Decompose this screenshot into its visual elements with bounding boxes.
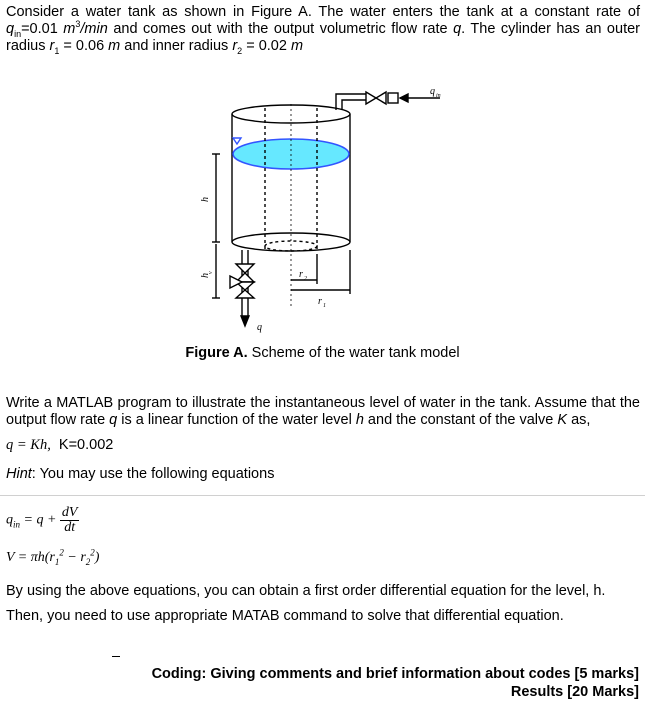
intro-text-4: and inner radius [120,38,233,54]
r2-symbol: r [232,38,238,54]
eq2-lhs: q [6,512,13,528]
label-r2: r [299,269,303,280]
eq-k-value: K=0.002 [58,437,114,453]
task-text: Write a MATLAB program to illustrate the instantaneous level of water in the tank. Assume that the output flow rate [6,395,640,428]
r2-subscript: 2 [237,45,243,56]
unit-m: m [63,21,76,37]
r1-symbol: r [49,38,55,54]
coding-marks: Coding: Giving comments and brief information about codes [5 marks] [151,666,639,682]
unit-exponent: 3 [75,19,81,30]
task-text-2: is a linear function of the water level [117,412,356,428]
r2-unit: m [290,38,304,54]
stray-dash [112,656,120,657]
eq2-mid: = q + [20,512,60,528]
eq3-sup1: 2 [59,547,64,558]
q-symbol: q [453,21,462,37]
closing-line-1: By using the above equations, you can obtain a first order differential equation for the level, h. [6,583,606,599]
inlet-fitting [388,93,398,103]
water-tank-figure [190,84,460,340]
r1-unit: m [108,38,121,54]
equation-flow [6,437,113,454]
eq-flow-lhs: q = Kh, [6,437,51,453]
hint-label: Hint [6,466,32,482]
eq3-text: V = πh(r [6,550,55,565]
eq2-numerator: dV [61,505,78,520]
qin-value: =0.01 [21,21,64,37]
inlet-valve [366,92,386,104]
label-h: h [200,197,211,202]
eq2-lhs-sub: in [13,519,21,530]
outlet-arrow [241,316,249,326]
task-text-3: and the constant of the valve [363,412,558,428]
label-qin-sub: in [436,93,441,99]
label-q: q [257,322,262,333]
task-paragraph [6,395,640,429]
equation-mass-balance [6,506,79,535]
unit-min: /min [80,21,108,37]
task-q: q [109,412,118,428]
caption-text: Scheme of the water tank model [247,345,460,361]
hint-line [6,466,274,482]
label-qin: q [430,86,435,97]
intro-text-3: . The cylinder has an outer radius [6,21,640,54]
task-k: K [557,412,568,428]
outlet-valve-upper [236,264,254,282]
equation-volume [6,547,100,567]
figure-caption [0,345,645,361]
eq2-denominator: dt [64,520,76,535]
r1-value: = 0.06 [59,38,109,54]
level-marker [233,138,241,144]
task-text-4: as, [567,412,591,428]
eq3-sup2: 2 [90,547,95,558]
intro-paragraph [6,4,640,55]
label-r1-sub: 1 [323,303,326,309]
qin-symbol: q [6,21,15,37]
intro-text: Consider a water tank as shown in Figure A. The water enters the tank at a constant rate of [6,4,640,20]
section-divider [0,495,645,496]
label-r1: r [318,296,322,307]
r2-value: = 0.02 [242,38,291,54]
intro-text-2: and comes out with the output volumetric flow rate [107,21,454,37]
r1-subscript: 1 [54,45,60,56]
task-h: h [355,412,364,428]
caption-label: Figure A. [185,345,248,361]
inlet-pipe [336,94,366,110]
label-hv: h [200,273,211,278]
eq3-sub2: 2 [85,556,91,567]
closing-line-2: Then, you need to use appropriate MATAB command to solve that differential equation. [6,608,564,624]
eq3-sub1: 1 [54,556,60,567]
results-marks: Results [20 Marks] [510,684,639,700]
eq2-fraction [60,506,80,535]
inlet-arrow-head [400,94,408,102]
label-r2-sub: 2 [304,276,307,282]
eq3-close: ) [94,550,100,565]
qin-subscript: in [14,28,22,39]
hint-text: : You may use the following equations [31,466,275,482]
label-hv-sub: v [208,271,214,274]
eq3-minus: − r [63,550,86,565]
